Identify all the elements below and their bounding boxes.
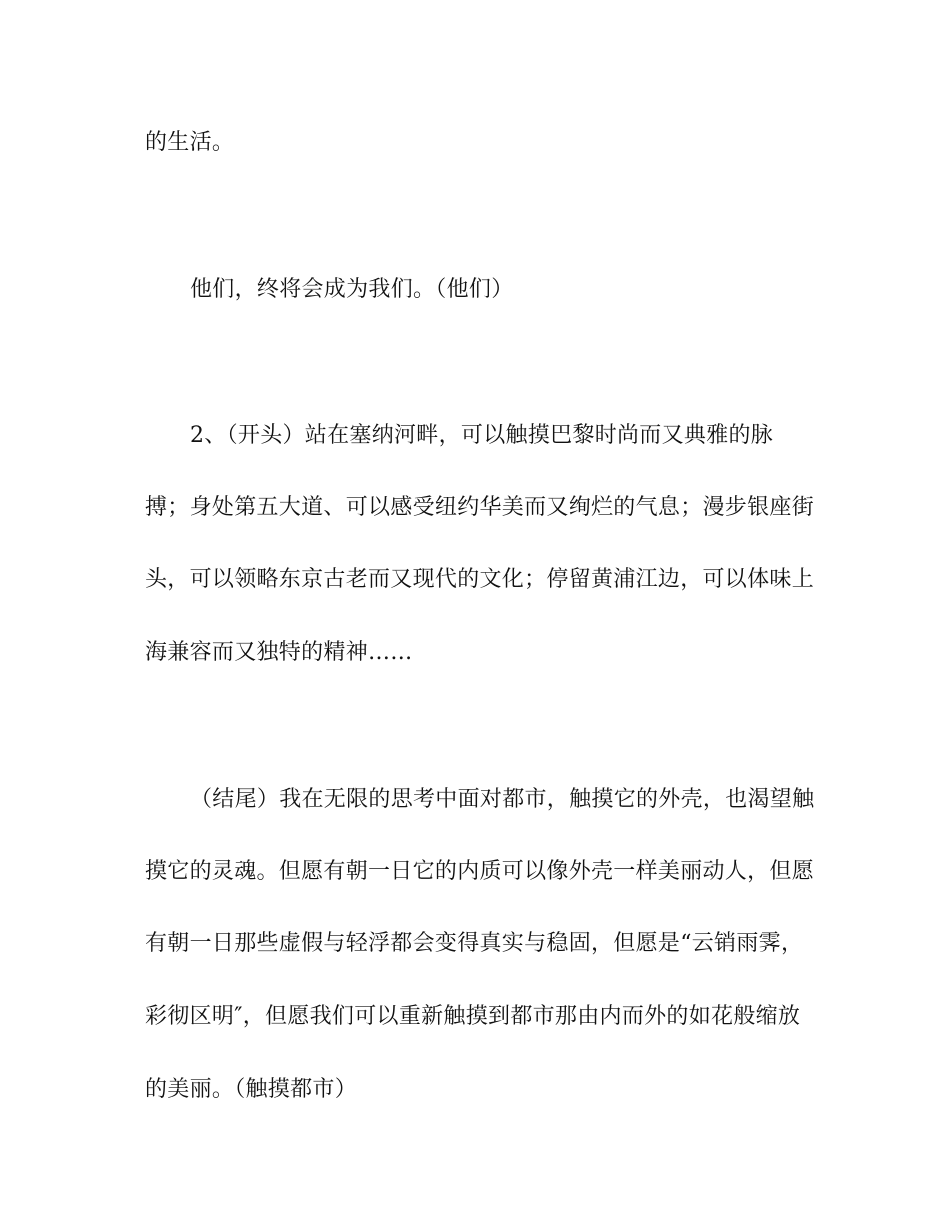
paragraph-line: （结尾）我在无限的思考中面对都市，触摸它的外壳，也渴望触 [190,787,815,812]
text-line: 海兼容而又独特的精神…… [145,640,413,665]
paragraph-line: 他们，终将会成为我们。（他们） [190,277,514,302]
text-line: 的生活。 [145,130,235,155]
text-line: 有朝一日那些虚假与轻浮都会变得真实与稳固，但愿是“云销雨霁， [145,931,804,956]
text-line: 搏；身处第五大道、可以感受纽约华美而又绚烂的气息；漫步银座街 [145,495,815,520]
paragraph-line: 2、（开头）站在塞纳河畔，可以触摸巴黎时尚而又典雅的脉 [190,423,774,448]
text-line: 头，可以领略东京古老而又现代的文化；停留黄浦江边，可以体味上 [145,567,815,592]
text-line: 摸它的灵魂。但愿有朝一日它的内质可以像外壳一样美丽动人，但愿 [145,859,815,884]
text-line: 的美丽。（触摸都市） [145,1077,358,1102]
text-line: 彩彻区明″，但愿我们可以重新触摸到都市那由内而外的如花般缩放 [145,1004,801,1029]
